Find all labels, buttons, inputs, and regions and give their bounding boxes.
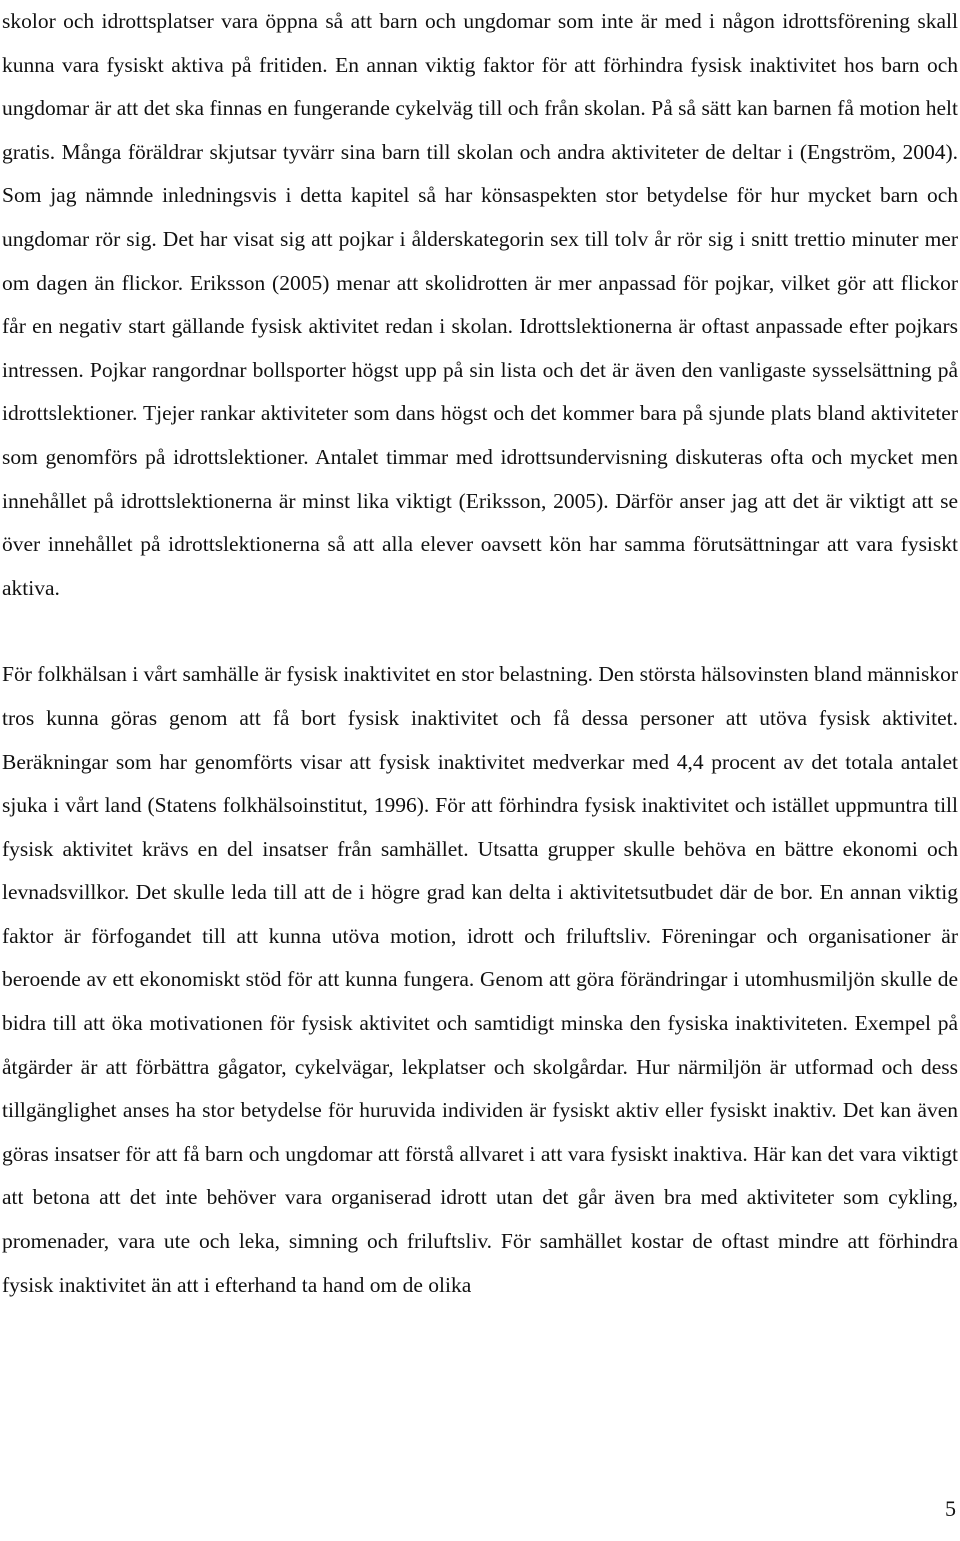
page-number: 5 <box>945 1496 956 1521</box>
body-paragraph-2: För folkhälsan i vårt samhälle är fysisk inaktivitet en stor belastning. Den största hälsovinsten bland människor tros kunna göras genom att få bort fysisk inaktivitet och få dessa personer att utöva fysisk aktivitet. Beräkningar som har genomförts visar att fysisk inaktivitet medverkar med 4,4 procent av det totala antalet sjuka i vårt land (Statens folkhälsoinstitut, 1996). För att förhindra fysisk inaktivitet och istället uppmuntra till fysisk aktivitet krävs en del insatser från samhället. Utsatta grupper skulle behöva en bättre ekonomi och levnadsvillkor. Det skulle leda till att de i högre grad kan delta i aktivitetsutbudet där de bor. En annan viktig faktor är förfogandet till att kunna utöva motion, idrott och friluftsliv. Föreningar och organisationer är beroende av ett ekonomiskt stöd för att kunna fungera. Genom att göra förändringar i utomhusmiljön skulle de bidra till att öka motivationen för fysisk aktivitet och samtidigt minska den fysiska inaktiviteten. Exempel på åtgärder är att förbättra gågator, cykelvägar, lekplatser och skolgårdar. Hur närmiljön är utformad och dess tillgänglighet anses ha stor betydelse för huruvida individen är fysiskt aktiv eller fysiskt inaktiv. Det kan även göras insatser för att få barn och ungdomar att förstå allvaret i att vara fysiskt inaktiva. Här kan det vara viktigt att betona att det inte behöver vara organiserad idrott utan det går även bra med aktiviteter som cykling, promenader, vara ute och leka, simning och friluftsliv. För samhället kostar de oftast mindre att förhindra fysisk inaktivitet än att i efterhand ta hand om de olika <box>2 662 958 1297</box>
document-page <box>2 0 958 1307</box>
body-paragraph-1: skolor och idrottsplatser vara öppna så att barn och ungdomar som inte är med i någon idrottsförening skall kunna vara fysiskt aktiva på fritiden. En annan viktig faktor för att förhindra fysisk inaktivitet hos barn och ungdomar är att det ska finnas en fungerande cykelväg till och från skolan. På så sätt kan barnen få motion helt gratis. Många föräldrar skjutsar tyvärr sina barn till skolan och andra aktiviteter de deltar i (Engström, 2004). Som jag nämnde inledningsvis i detta kapitel så har könsaspekten stor betydelse för hur mycket barn och ungdomar rör sig. Det har visat sig att pojkar i ålderskategorin sex till tolv år rör sig i snitt trettio minuter mer om dagen än flickor. Eriksson (2005) menar att skolidrotten är mer anpassad för pojkar, vilket gör att flickor får en negativ start gällande fysisk aktivitet redan i skolan. Idrottslektionerna är oftast anpassade efter pojkars intressen. Pojkar rangordnar bollsporter högst upp på sin lista och det är även den vanligaste sysselsättning på idrottslektioner. Tjejer rankar aktiviteter som dans högst och det kommer bara på sjunde plats bland aktiviteter som genomförs på idrottslektioner. Antalet timmar med idrottsundervisning diskuteras ofta och mycket men innehållet på idrottslektionerna är minst lika viktigt (Eriksson, 2005). Därför anser jag att det är viktigt att se över innehållet på idrottslektionerna så att alla elever oavsett kön har samma förutsättningar att vara fysiskt aktiva. <box>2 9 958 600</box>
